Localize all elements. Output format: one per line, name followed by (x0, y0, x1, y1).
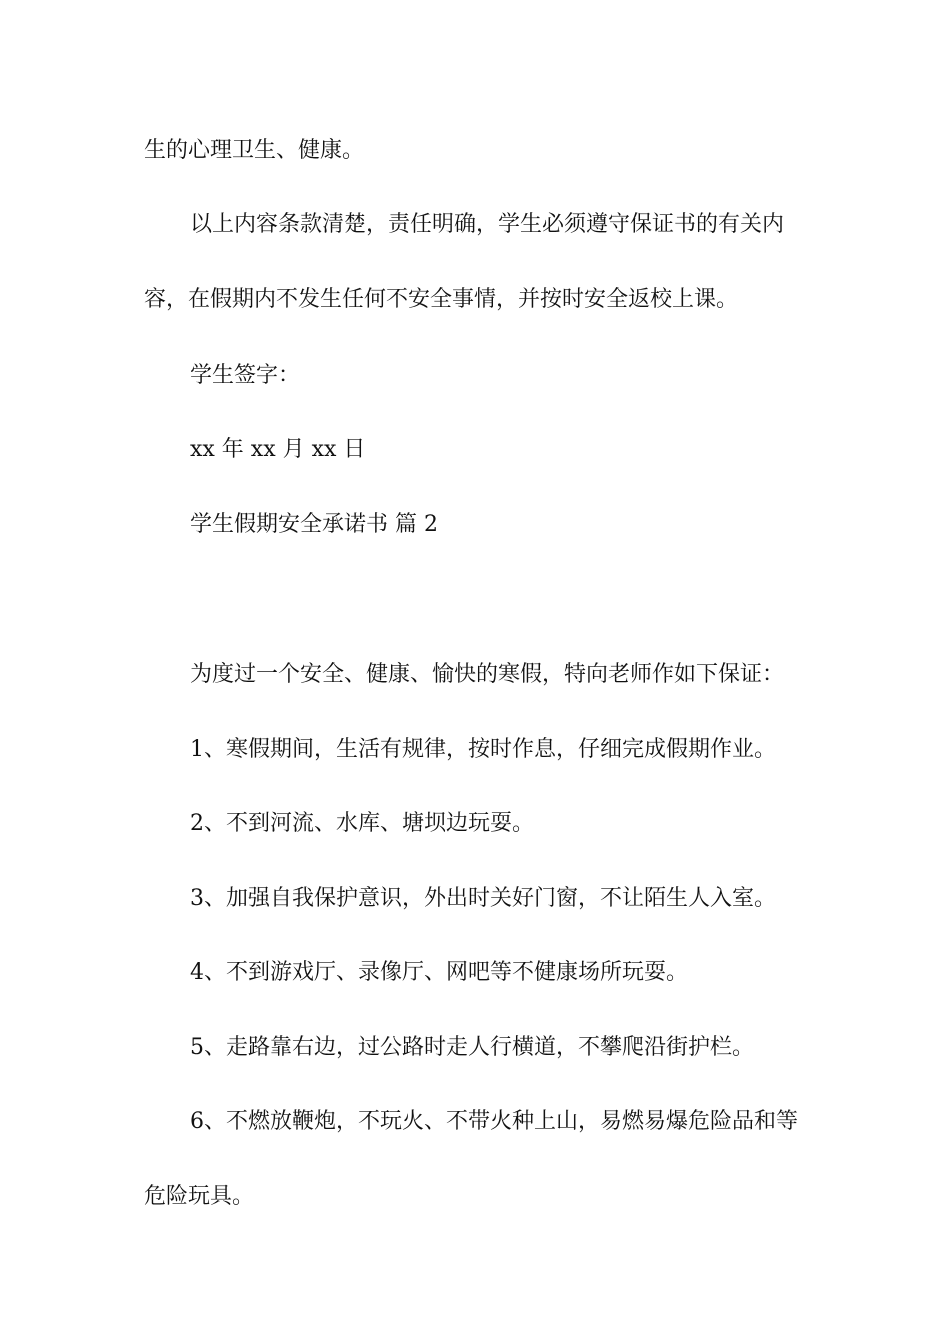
list-item: 6、不燃放鞭炮，不玩火、不带火种上山，易燃易爆危险品和等 (190, 1109, 798, 1134)
date-line: xx 年 xx 月 xx 日 (190, 437, 366, 462)
list-item-continuation: 危险玩具。 (144, 1184, 255, 1209)
paragraph-line: 以上内容条款清楚，责任明确，学生必须遵守保证书的有关内 (190, 212, 785, 237)
list-item: 4、不到游戏厅、录像厅、网吧等不健康场所玩耍。 (190, 960, 688, 985)
section-title: 学生假期安全承诺书 篇 2 (190, 512, 438, 537)
list-item: 5、走路靠右边，过公路时走人行横道，不攀爬沿街护栏。 (190, 1035, 754, 1060)
paragraph-line: 容，在假期内不发生任何不安全事情，并按时安全返校上课。 (144, 287, 739, 312)
intro-line: 为度过一个安全、健康、愉快的寒假，特向老师作如下保证： (190, 662, 785, 687)
list-item: 2、不到河流、水库、塘坝边玩耍。 (190, 811, 534, 836)
list-item: 3、加强自我保护意识，外出时关好门窗，不让陌生人入室。 (190, 886, 776, 911)
paragraph-continuation: 生的心理卫生、健康。 (144, 138, 365, 163)
signature-label: 学生签字： (190, 363, 301, 388)
list-item: 1、寒假期间，生活有规律，按时作息，仔细完成假期作业。 (190, 737, 776, 762)
